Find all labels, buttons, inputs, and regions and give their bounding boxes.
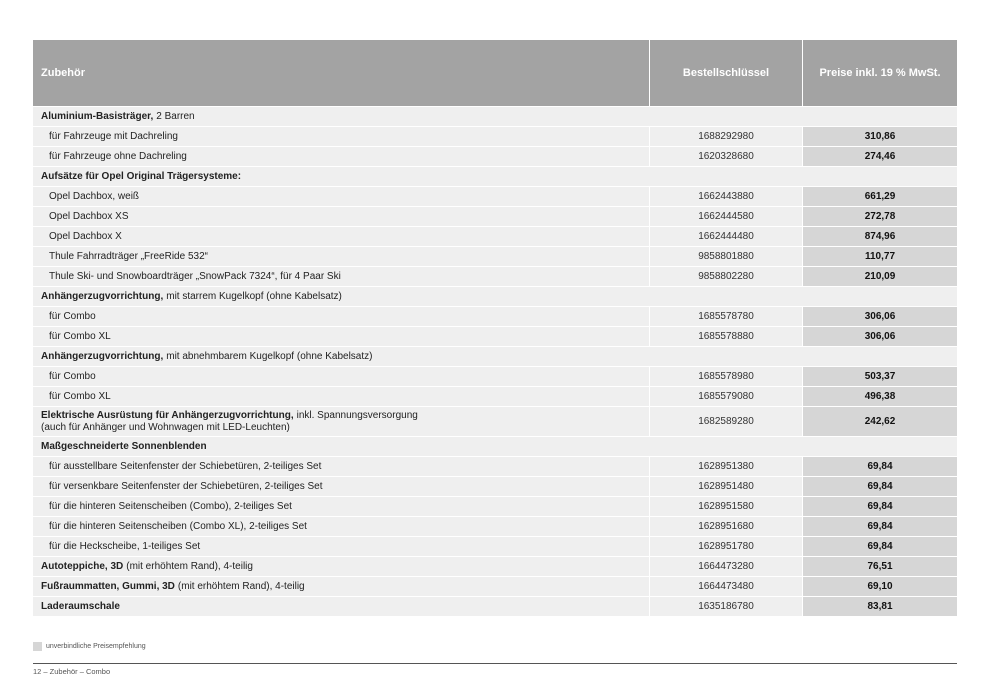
price-cell: 242,62: [803, 407, 957, 437]
accessory-description: für die hinteren Seitenscheiben (Combo), 2-teiliges Set: [49, 501, 292, 512]
accessory-description-line2: (auch für Anhänger und Wohnwagen mit LED-Leuchten): [41, 422, 290, 433]
table-row: [33, 267, 957, 287]
accessory-description: Thule Ski- und Snowboardträger „SnowPack 7324“, für 4 Paar Ski: [49, 271, 341, 282]
accessory-line: [49, 231, 122, 242]
table-row: [33, 517, 957, 537]
price-cell: 69,84: [803, 517, 957, 537]
accessory-line: [41, 561, 253, 572]
accessory-line: [49, 331, 111, 342]
order-code-cell: 1685578880: [650, 327, 803, 347]
accessory-cell: [33, 557, 650, 577]
accessory-description: Thule Fahrradträger „FreeRide 532“: [49, 251, 208, 262]
table-row: [33, 127, 957, 147]
header-order-code: Bestellschlüssel: [650, 40, 803, 106]
accessory-cell: [33, 147, 650, 167]
accessory-cell: [33, 327, 650, 347]
table-row: [33, 107, 957, 127]
accessory-cell: [33, 227, 650, 247]
accessory-line: [41, 291, 342, 302]
header-accessory: Zubehör: [33, 40, 650, 106]
order-code-cell: 1628951580: [650, 497, 803, 517]
accessory-description: für die hinteren Seitenscheiben (Combo XL), 2-teiliges Set: [49, 521, 307, 532]
accessory-cell: [33, 167, 650, 187]
accessory-name: Aufsätze für Opel Original Trägersysteme:: [41, 171, 242, 182]
accessory-cell: [33, 287, 650, 307]
order-code-cell: [650, 347, 803, 367]
accessory-description: Opel Dachbox XS: [49, 211, 129, 222]
accessory-line: [49, 271, 341, 282]
accessory-name: Elektrische Ausrüstung für Anhängerzugvorrichtung,: [41, 410, 294, 421]
order-code-cell: 1688292980: [650, 127, 803, 147]
price-cell: 69,84: [803, 457, 957, 477]
accessory-description: inkl. Spannungsversorgung: [296, 410, 418, 421]
accessory-description: mit starrem Kugelkopf (ohne Kabelsatz): [166, 291, 342, 302]
accessory-name: Anhängerzugvorrichtung,: [41, 291, 164, 302]
order-code-cell: 1685578980: [650, 367, 803, 387]
order-code-cell: 1685578780: [650, 307, 803, 327]
price-cell: 274,46: [803, 147, 957, 167]
price-cell: 69,84: [803, 497, 957, 517]
price-cell: 306,06: [803, 307, 957, 327]
accessory-cell: [33, 437, 650, 457]
order-code-cell: 1628951680: [650, 517, 803, 537]
accessory-name: Fußraummatten, Gummi, 3D: [41, 581, 175, 592]
footer-divider: [33, 663, 957, 664]
price-cell: [803, 287, 957, 307]
accessory-name: Autoteppiche, 3D: [41, 561, 124, 572]
price-cell: 496,38: [803, 387, 957, 407]
order-code-cell: 1635186780: [650, 597, 803, 617]
accessory-description: mit abnehmbarem Kugelkopf (ohne Kabelsatz): [166, 351, 373, 362]
legend-swatch: [33, 642, 42, 651]
accessory-line: [41, 410, 418, 421]
accessory-line: [41, 351, 372, 362]
accessory-cell: [33, 267, 650, 287]
order-code-cell: 1628951780: [650, 537, 803, 557]
accessory-line: [49, 371, 96, 382]
table-row: [33, 387, 957, 407]
accessory-cell: [33, 127, 650, 147]
order-code-cell: 1685579080: [650, 387, 803, 407]
accessory-description: für ausstellbare Seitenfenster der Schiebetüren, 2-teiliges Set: [49, 461, 322, 472]
table-row: [33, 167, 957, 187]
accessory-cell: [33, 247, 650, 267]
accessory-name: Aluminium-Basisträger,: [41, 111, 154, 122]
table-row: [33, 457, 957, 477]
order-code-cell: [650, 287, 803, 307]
table-row: [33, 597, 957, 617]
table-row: [33, 327, 957, 347]
order-code-cell: [650, 167, 803, 187]
accessory-cell: [33, 307, 650, 327]
price-cell: 76,51: [803, 557, 957, 577]
order-code-cell: 1662443880: [650, 187, 803, 207]
accessory-description: Opel Dachbox X: [49, 231, 122, 242]
accessory-line: [49, 391, 111, 402]
order-code-cell: 9858801880: [650, 247, 803, 267]
table-row: [33, 247, 957, 267]
accessory-line: [41, 171, 244, 182]
table-row: [33, 437, 957, 457]
accessory-line: [49, 211, 129, 222]
price-cell: 661,29: [803, 187, 957, 207]
price-cell: 272,78: [803, 207, 957, 227]
accessory-description: für die Heckscheibe, 1-teiliges Set: [49, 541, 201, 552]
order-code-cell: [650, 107, 803, 127]
accessory-line: [49, 501, 292, 512]
price-cell: 503,37: [803, 367, 957, 387]
accessory-description: für Combo: [49, 371, 96, 382]
price-cell: 306,06: [803, 327, 957, 347]
table-row: [33, 227, 957, 247]
accessory-description: 2 Barren: [156, 111, 195, 122]
order-code-cell: 1682589280: [650, 407, 803, 437]
accessory-line: [49, 541, 200, 552]
price-cell: 110,77: [803, 247, 957, 267]
accessory-description: für Fahrzeuge mit Dachreling: [49, 131, 178, 142]
page-footer: 12 – Zubehör – Combo: [33, 667, 111, 676]
accessory-cell: [33, 387, 650, 407]
accessory-line: [49, 461, 321, 472]
accessory-description: für Combo XL: [49, 391, 111, 402]
accessory-cell: [33, 477, 650, 497]
accessory-cell: [33, 187, 650, 207]
order-code-cell: 1628951380: [650, 457, 803, 477]
accessory-cell: [33, 107, 650, 127]
accessory-cell: [33, 407, 650, 437]
accessory-description: (mit erhöhtem Rand), 4-teilig: [177, 581, 305, 592]
accessory-description: Opel Dachbox, weiß: [49, 191, 140, 202]
order-code-cell: 1628951480: [650, 477, 803, 497]
table-row: [33, 497, 957, 517]
order-code-cell: 1664473280: [650, 557, 803, 577]
accessory-line: [41, 601, 123, 612]
accessory-description: (mit erhöhtem Rand), 4-teilig: [126, 561, 253, 572]
price-cell: 69,84: [803, 477, 957, 497]
accessory-name: Laderaumschale: [41, 601, 120, 612]
accessory-line: [49, 311, 96, 322]
price-cell: [803, 107, 957, 127]
table-row: [33, 207, 957, 227]
table-row: [33, 577, 957, 597]
accessory-line: [49, 131, 178, 142]
price-cell: 310,86: [803, 127, 957, 147]
table-header: [33, 40, 957, 106]
price-cell: [803, 437, 957, 457]
legend: [33, 642, 146, 651]
table-row: [33, 347, 957, 367]
accessory-line: [41, 441, 210, 452]
accessory-cell: [33, 517, 650, 537]
table-row: [33, 537, 957, 557]
table-row: [33, 307, 957, 327]
price-cell: [803, 167, 957, 187]
table-row: [33, 557, 957, 577]
accessory-cell: [33, 367, 650, 387]
accessory-description: für Fahrzeuge ohne Dachreling: [49, 151, 187, 162]
price-cell: 69,10: [803, 577, 957, 597]
table-row: [33, 477, 957, 497]
accessory-cell: [33, 207, 650, 227]
accessory-description: für Combo XL: [49, 331, 111, 342]
accessory-line: [41, 581, 305, 592]
accessory-line: [49, 521, 307, 532]
table-body: [33, 107, 957, 617]
accessory-description: für versenkbare Seitenfenster der Schiebetüren, 2-teiliges Set: [49, 481, 323, 492]
accessory-line: [49, 151, 187, 162]
order-code-cell: 1664473480: [650, 577, 803, 597]
accessory-line: [41, 111, 195, 122]
price-cell: [803, 347, 957, 367]
accessory-cell: [33, 347, 650, 367]
table-row: [33, 367, 957, 387]
price-cell: 210,09: [803, 267, 957, 287]
table-row: [33, 187, 957, 207]
accessory-cell: [33, 577, 650, 597]
header-price: Preise inkl. 19 % MwSt.: [819, 67, 941, 79]
accessory-cell: [33, 497, 650, 517]
order-code-cell: [650, 437, 803, 457]
order-code-cell: 9858802280: [650, 267, 803, 287]
price-cell: 69,84: [803, 537, 957, 557]
accessory-cell: [33, 537, 650, 557]
accessory-description: für Combo: [49, 311, 96, 322]
accessory-line: [49, 251, 208, 262]
order-code-cell: 1620328680: [650, 147, 803, 167]
order-code-cell: 1662444480: [650, 227, 803, 247]
table-row: [33, 147, 957, 167]
order-code-cell: 1662444580: [650, 207, 803, 227]
accessory-cell: [33, 597, 650, 617]
accessories-price-table: [33, 40, 957, 617]
accessory-line: [49, 481, 323, 492]
legend-text: unverbindliche Preisempfehlung: [46, 643, 146, 650]
table-row: [33, 287, 957, 307]
accessory-name: Anhängerzugvorrichtung,: [41, 351, 164, 362]
table-row: [33, 407, 957, 437]
accessory-cell: [33, 457, 650, 477]
accessory-name: Maßgeschneiderte Sonnenblenden: [41, 441, 207, 452]
price-cell: 83,81: [803, 597, 957, 617]
price-cell: 874,96: [803, 227, 957, 247]
accessory-line: [49, 191, 139, 202]
